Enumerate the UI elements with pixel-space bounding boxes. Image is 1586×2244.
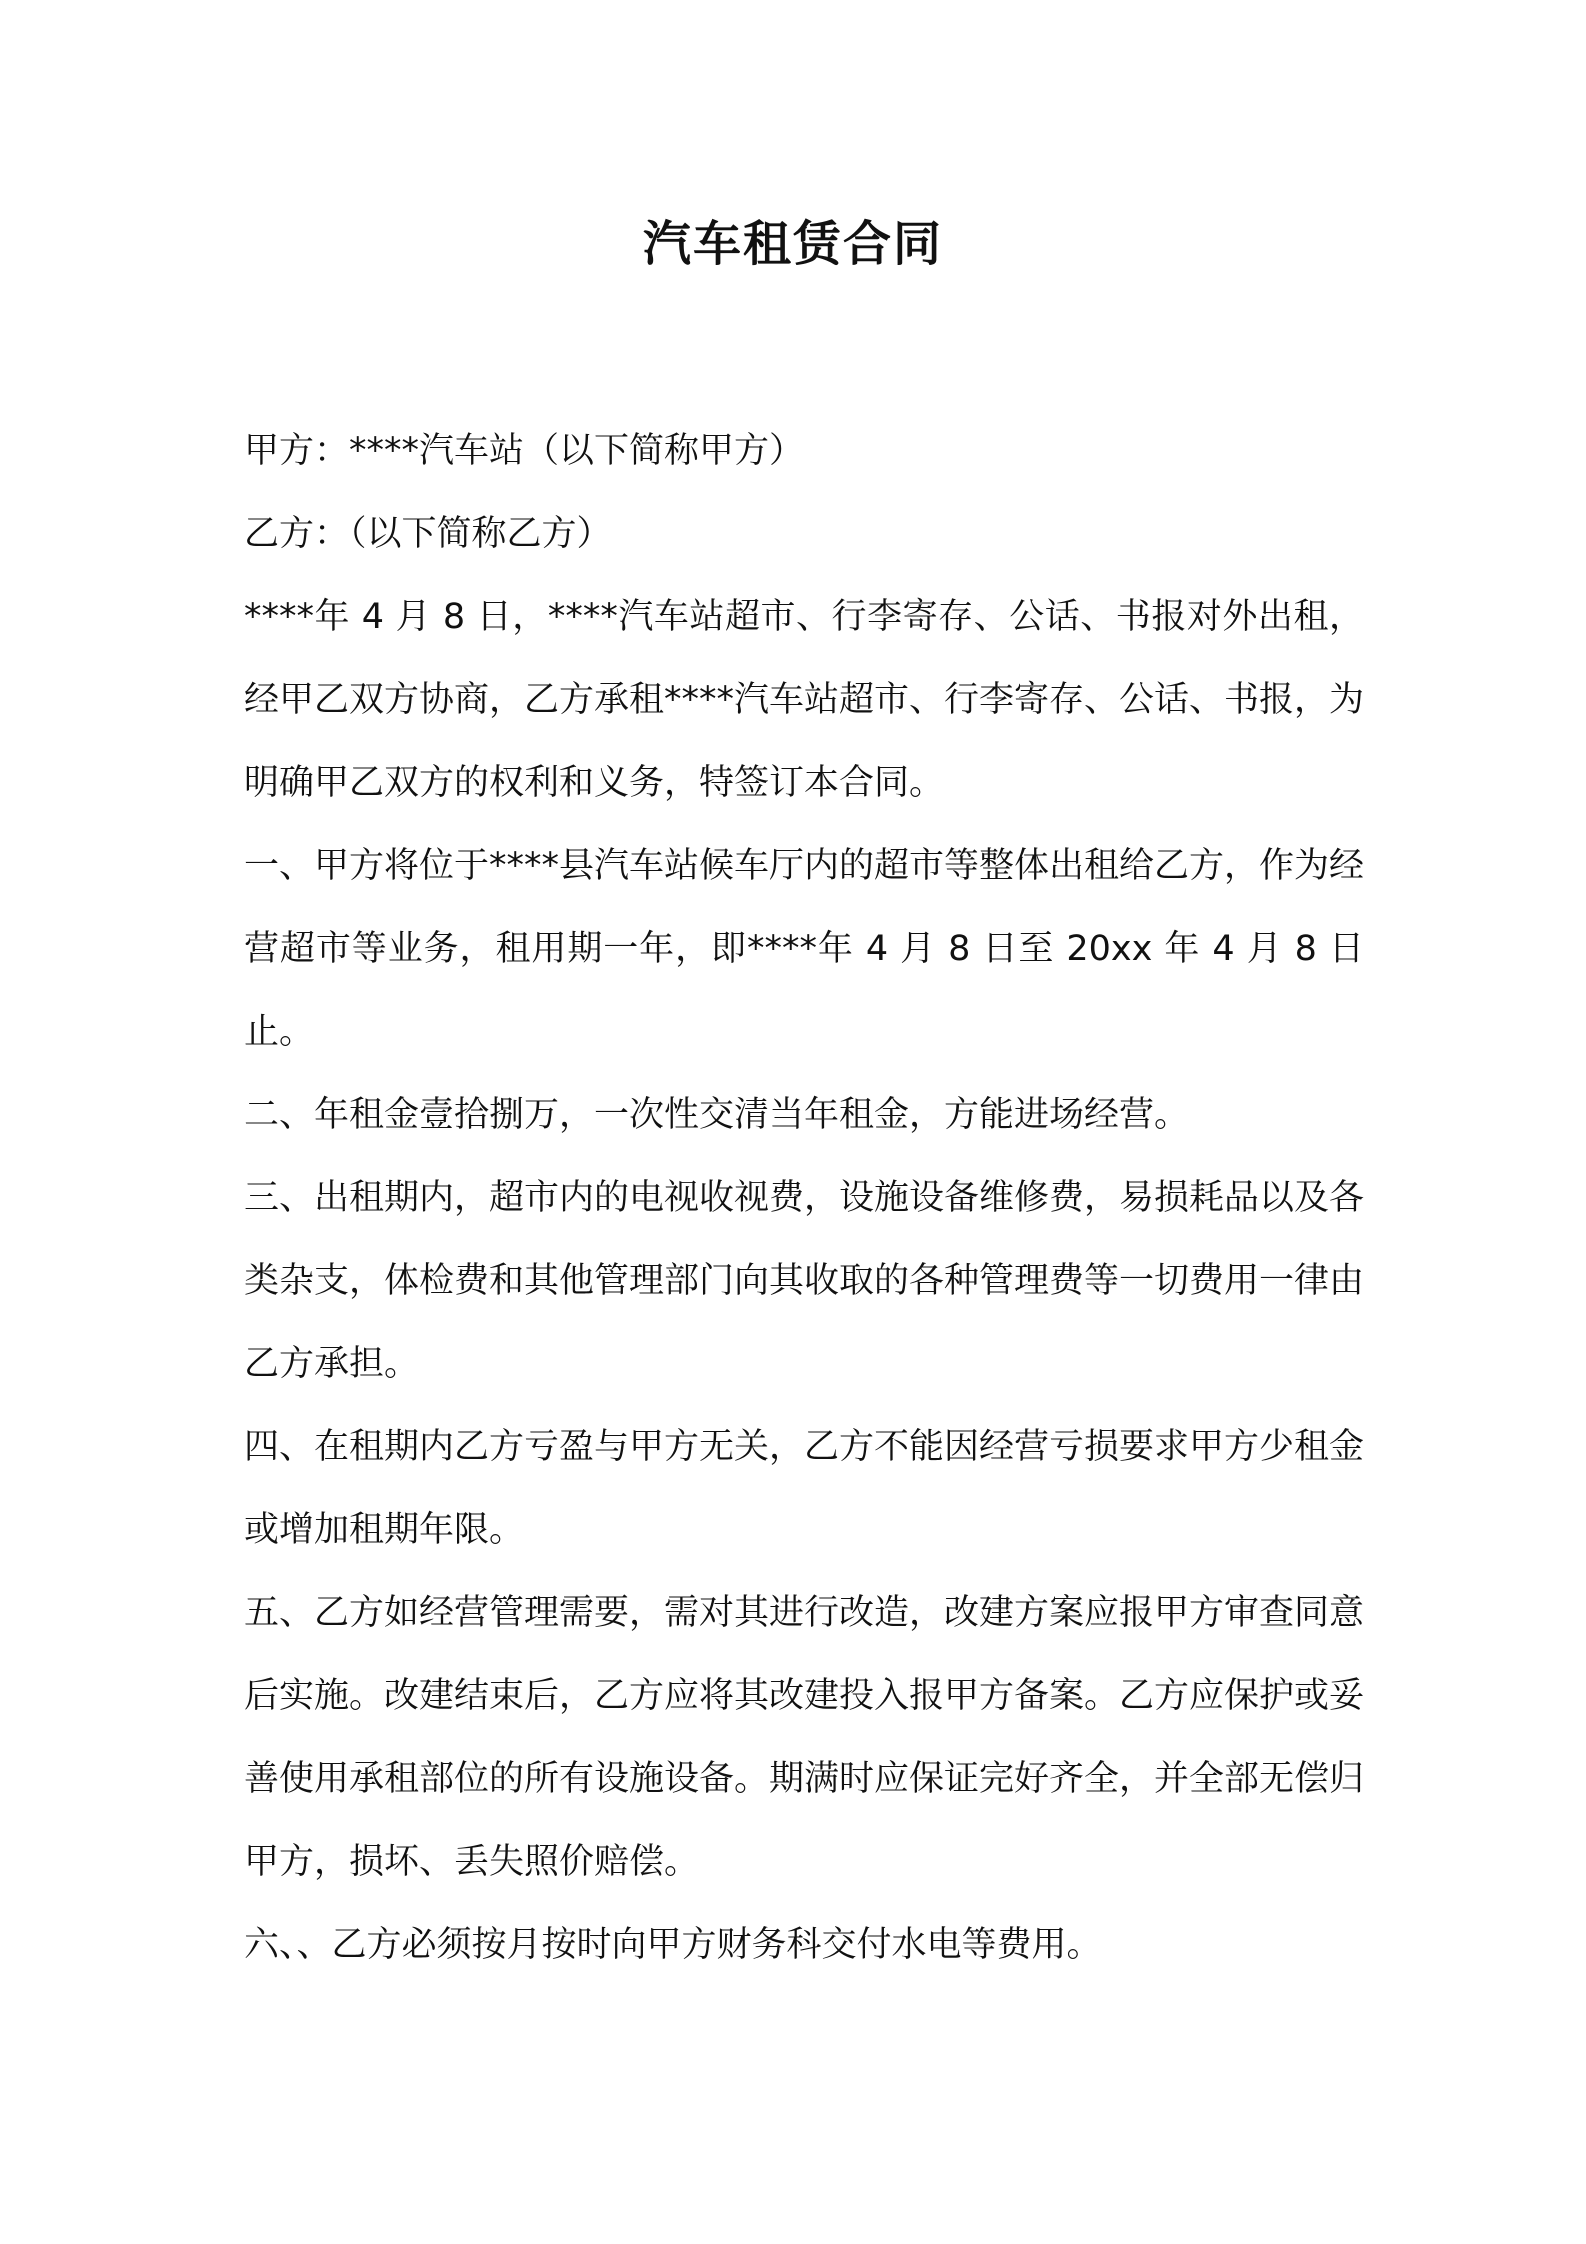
party-a-line: 甲方：****汽车站（以下简称甲方） <box>244 431 805 471</box>
clause-1: 一、甲方将位于****县汽车站候车厅内的超市等整体出租给乙方，作为经营超市等业务，租用期一年，即****年 4 月 8 日至 20xx 年 4 月 8 日止。 <box>244 846 1365 1052</box>
clause-4: 四、在租期内乙方亏盈与甲方无关，乙方不能因经营亏损要求甲方少租金或增加租期年限。 <box>244 1427 1365 1550</box>
clause-2: 二、年租金壹拾捌万，一次性交清当年租金，方能进场经营。 <box>244 1095 1190 1135</box>
clause-5: 五、乙方如经营管理需要，需对其进行改造，改建方案应报甲方审查同意后实施。改建结束后，乙方应将其改建投入报甲方备案。乙方应保护或妥善使用承租部位的所有设施设备。期满时应保证完好齐全，并全部无偿归甲方，损坏、丢失照价赔偿。 <box>244 1593 1365 1882</box>
party-b-line: 乙方：（以下简称乙方） <box>244 514 612 554</box>
document-body <box>244 410 1364 1987</box>
document-title: 汽车租赁合同 <box>642 216 943 272</box>
preamble-paragraph: ****年 4 月 8 日，****汽车站超市、行李寄存、公话、书报对外出租，经甲乙双方协商，乙方承租****汽车站超市、行李寄存、公话、书报，为明确甲乙双方的权利和义务，特签订本合同。 <box>244 597 1365 803</box>
clause-3: 三、出租期内，超市内的电视收视费，设施设备维修费，易损耗品以及各类杂支，体检费和其他管理部门向其收取的各种管理费等一切费用一律由乙方承担。 <box>244 1178 1365 1384</box>
clause-6: 六、、乙方必须按月按时向甲方财务科交付水电等费用。 <box>244 1925 1102 1965</box>
